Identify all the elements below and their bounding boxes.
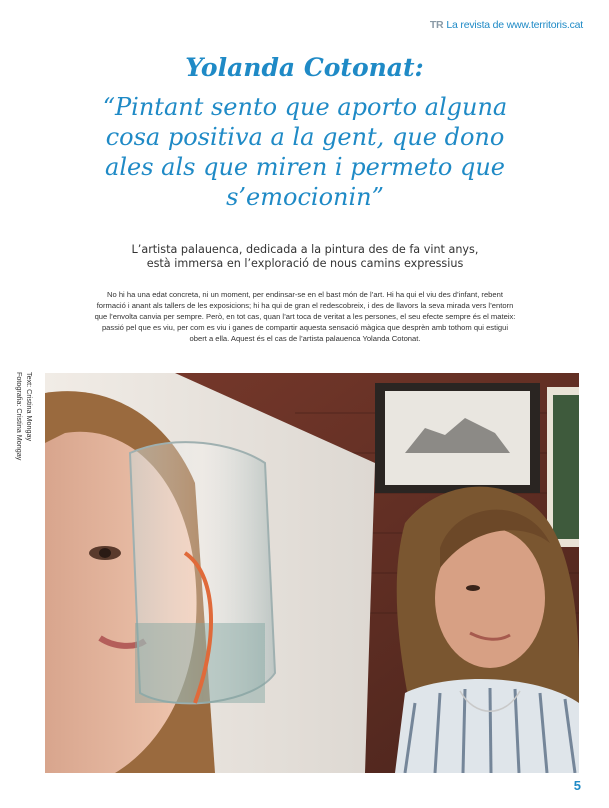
article-intro [66, 289, 544, 344]
artist-photo [45, 373, 579, 773]
intro-line: passió pel que es viu, per com es viu i ganes de compartir aquesta sensació màgica que desprèn amb tothom qui estigui [101, 323, 509, 332]
subtitle-line: L’artista palauenca, dedicada a la pintura des de fa vint anys, [131, 243, 479, 256]
artist-photo-illustration [45, 373, 579, 773]
photo-credit: Fotografia: Cristina Mongay [15, 372, 24, 461]
subtitle-line: està immersa en l’exploració de nous camins expressius [146, 257, 464, 270]
article-quote: “Pintant sento que aporto alguna cosa positiva a la gent, que dono ales als que miren i permeto que s’emocionin” [102, 93, 508, 211]
magazine-mark: TR [429, 19, 444, 31]
photo-credits [14, 372, 34, 460]
intro-line: formació i anant als tallers de les exposicions; hi ha qui de gran el redescobreix, i des de llavors la seva mirada vers l’entorn [96, 301, 514, 310]
intro-line: No hi ha una edat concreta, ni un moment, per endinsar-se en el bast món de l’art. Hi ha qui el viu des d’infant, rebent [107, 290, 503, 299]
magazine-header [430, 19, 583, 31]
intro-line: que l’envolta canvia per sempre. Però, en tot cas, quan l’art toca de veritat a les persones, el seu efecte sempre és el mateix: [94, 312, 516, 321]
text-credit: Text: Cristina Mongay [25, 372, 34, 442]
magazine-website[interactable]: La revista de www.territoris.cat [446, 19, 583, 31]
page-number: 5 [573, 778, 581, 793]
intro-line: obert a ella. Aquest és el cas de l’artista palauenca Yolanda Cotonat. [189, 334, 421, 343]
article-subtitle [100, 243, 510, 271]
article-title: Yolanda Cotonat: [185, 53, 424, 82]
